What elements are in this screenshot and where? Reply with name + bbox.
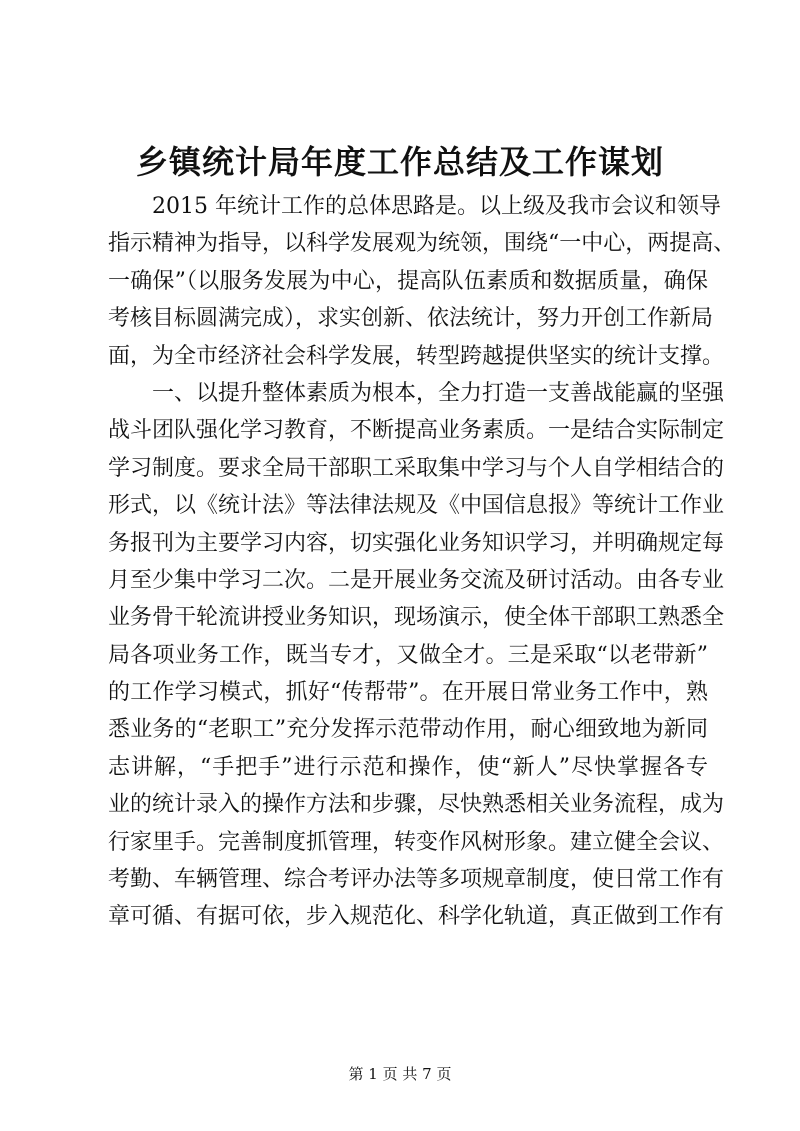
paragraph-2-line-12: 业的统计录入的操作方法和步骤，尽快熟悉相关业务流程，成为: [108, 792, 725, 818]
paragraph-2-line-15: 章可循、有据可依，步入规范化、科学化轨道，真正做到工作有: [108, 904, 725, 930]
paragraph-1-line-3: 一确保”（以服务发展为中心，提高队伍素质和数据质量，确保: [108, 268, 708, 294]
paragraph-2-line-2: 战斗团队强化学习教育，不断提高业务素质。一是结合实际制定: [108, 418, 725, 444]
paragraph-1-line-2: 指示精神为指导，以科学发展观为统领，围绕“一中心，两提高、: [108, 231, 736, 257]
paragraph-2-line-9: 的工作学习模式，抓好“传帮带”。在开展日常业务工作中，熟: [108, 680, 708, 706]
document-body: [108, 188, 736, 936]
paragraph-2-line-13: 行家里手。完善制度抓管理，转变作风树形象。建立健全会议、: [108, 829, 725, 855]
paragraph-2-line-4: 形式，以《统计法》等法律法规及《中国信息报》等统计工作业: [108, 493, 725, 519]
paragraph-2-line-10: 悉业务的“老职工”充分发挥示范带动作用，耐心细致地为新同: [108, 717, 708, 743]
paragraph-1-line-1: 2015 年统计工作的总体思路是。以上级及我市会议和领导: [152, 194, 721, 219]
paragraph-2-line-11: 志讲解，“手把手”进行示范和操作，使“新人”尽快掌握各专: [108, 754, 708, 780]
paragraph-2-line-5: 务报刊为主要学习内容，切实强化业务知识学习，并明确规定每: [108, 530, 725, 556]
paragraph-2-line-3: 学习制度。要求全局干部职工采取集中学习与个人自学相结合的: [108, 455, 725, 481]
page-number-footer: 第 1 页 共 7 页: [348, 1065, 452, 1083]
document-title: 乡镇统计局年度工作总结及工作谋划: [135, 143, 664, 181]
paragraph-2-line-8: 局各项业务工作，既当专才，又做全才。三是采取“以老带新”: [108, 642, 708, 668]
paragraph-2-line-1: 一、以提升整体素质为根本，全力打造一支善战能赢的坚强: [152, 380, 725, 406]
paragraph-2-line-6: 月至少集中学习二次。二是开展业务交流及研讨活动。由各专业: [108, 567, 725, 593]
paragraph-2-line-7: 业务骨干轮流讲授业务知识，现场演示，使全体干部职工熟悉全: [108, 605, 725, 631]
paragraph-1-line-5: 面，为全市经济社会科学发展，转型跨越提供坚实的统计支撑。: [108, 343, 725, 369]
paragraph-1-line-4: 考核目标圆满完成），求实创新、依法统计，努力开创工作新局: [108, 306, 714, 332]
paragraph-2-line-14: 考勤、车辆管理、综合考评办法等多项规章制度，使日常工作有: [108, 867, 725, 893]
